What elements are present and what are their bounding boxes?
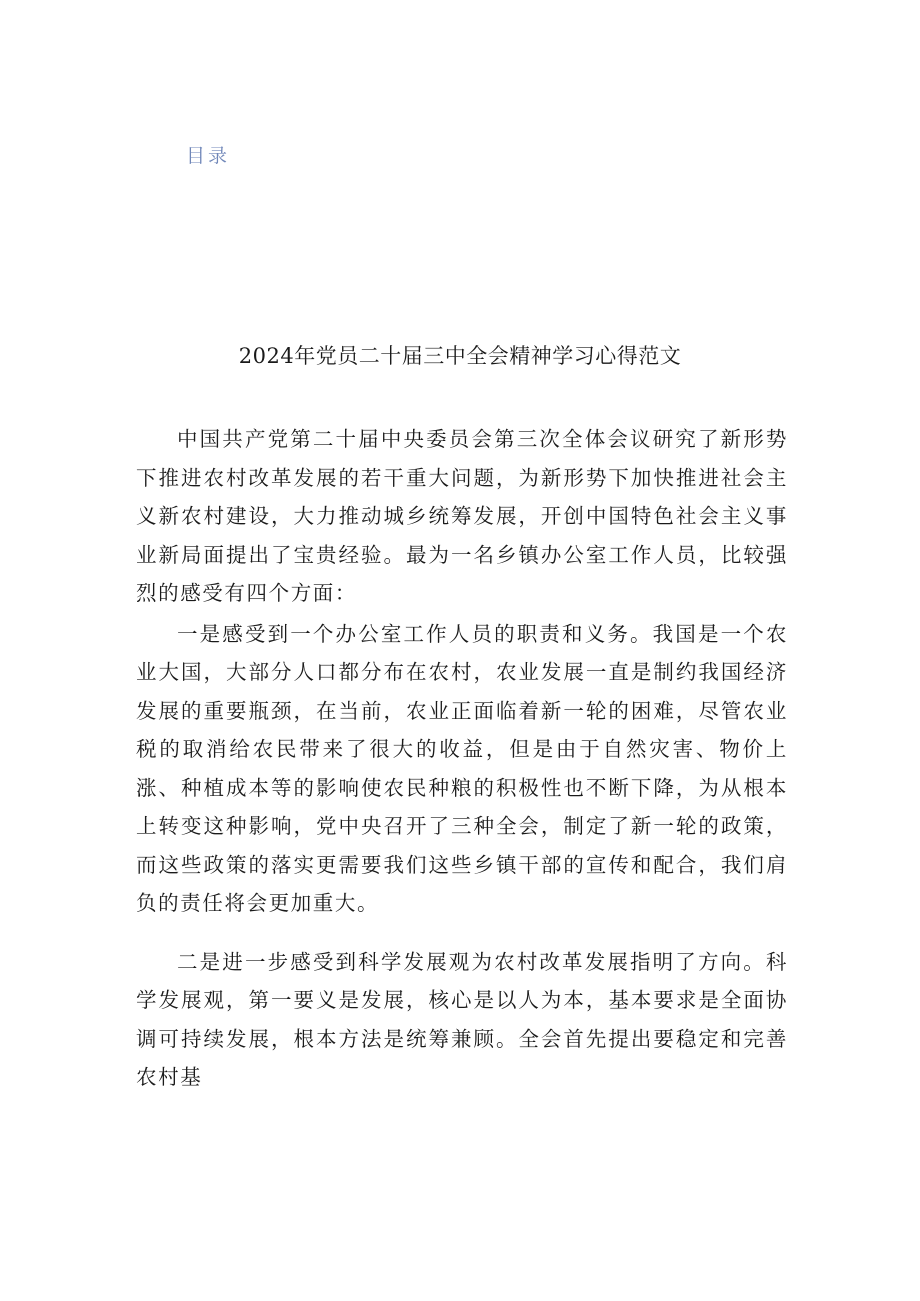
paragraph-point-one: 一是感受到一个办公室工作人员的职责和义务。我国是一个农业大国，大部分人口都分布在农村，农业发展一直是制约我国经济发展的重要瓶颈，在当前，农业正面临着新一轮的困难，尽管农业税的取消给农民带来了很大的收益，但是由于自然灾害、物价上涨、种植成本等的影响使农民种粮的积极性也不断下降，为从根本上转变这种影响，党中央召开了三种全会，制定了新一轮的政策，而这些政策的落实更需要我们这些乡镇干部的宣传和配合，我们肩负的责任将会更加重大。: [136, 621, 788, 915]
paragraph-intro: 中国共产党第二十届中央委员会第三次全体会议研究了新形势下推进农村改革发展的若干重大问题，为新形势下加快推进社会主义新农村建设，大力推动城乡统筹发展，开创中国特色社会主义事业新局面提出了宝贵经验。最为一名乡镇办公室工作人员，比较强烈的感受有四个方面：: [136, 427, 788, 605]
paragraph-point-two: 二是进一步感受到科学发展观为农村改革发展指明了方向。科学发展观，第一要义是发展，核心是以人为本，基本要求是全面协调可持续发展，根本方法是统筹兼顾。全会首先提出要稳定和完善农村基: [136, 949, 788, 1089]
document-title: 2024年党员二十届三中全会精神学习心得范文: [238, 344, 682, 368]
document-body: [136, 420, 788, 1097]
toc-link[interactable]: 目录: [186, 145, 231, 167]
